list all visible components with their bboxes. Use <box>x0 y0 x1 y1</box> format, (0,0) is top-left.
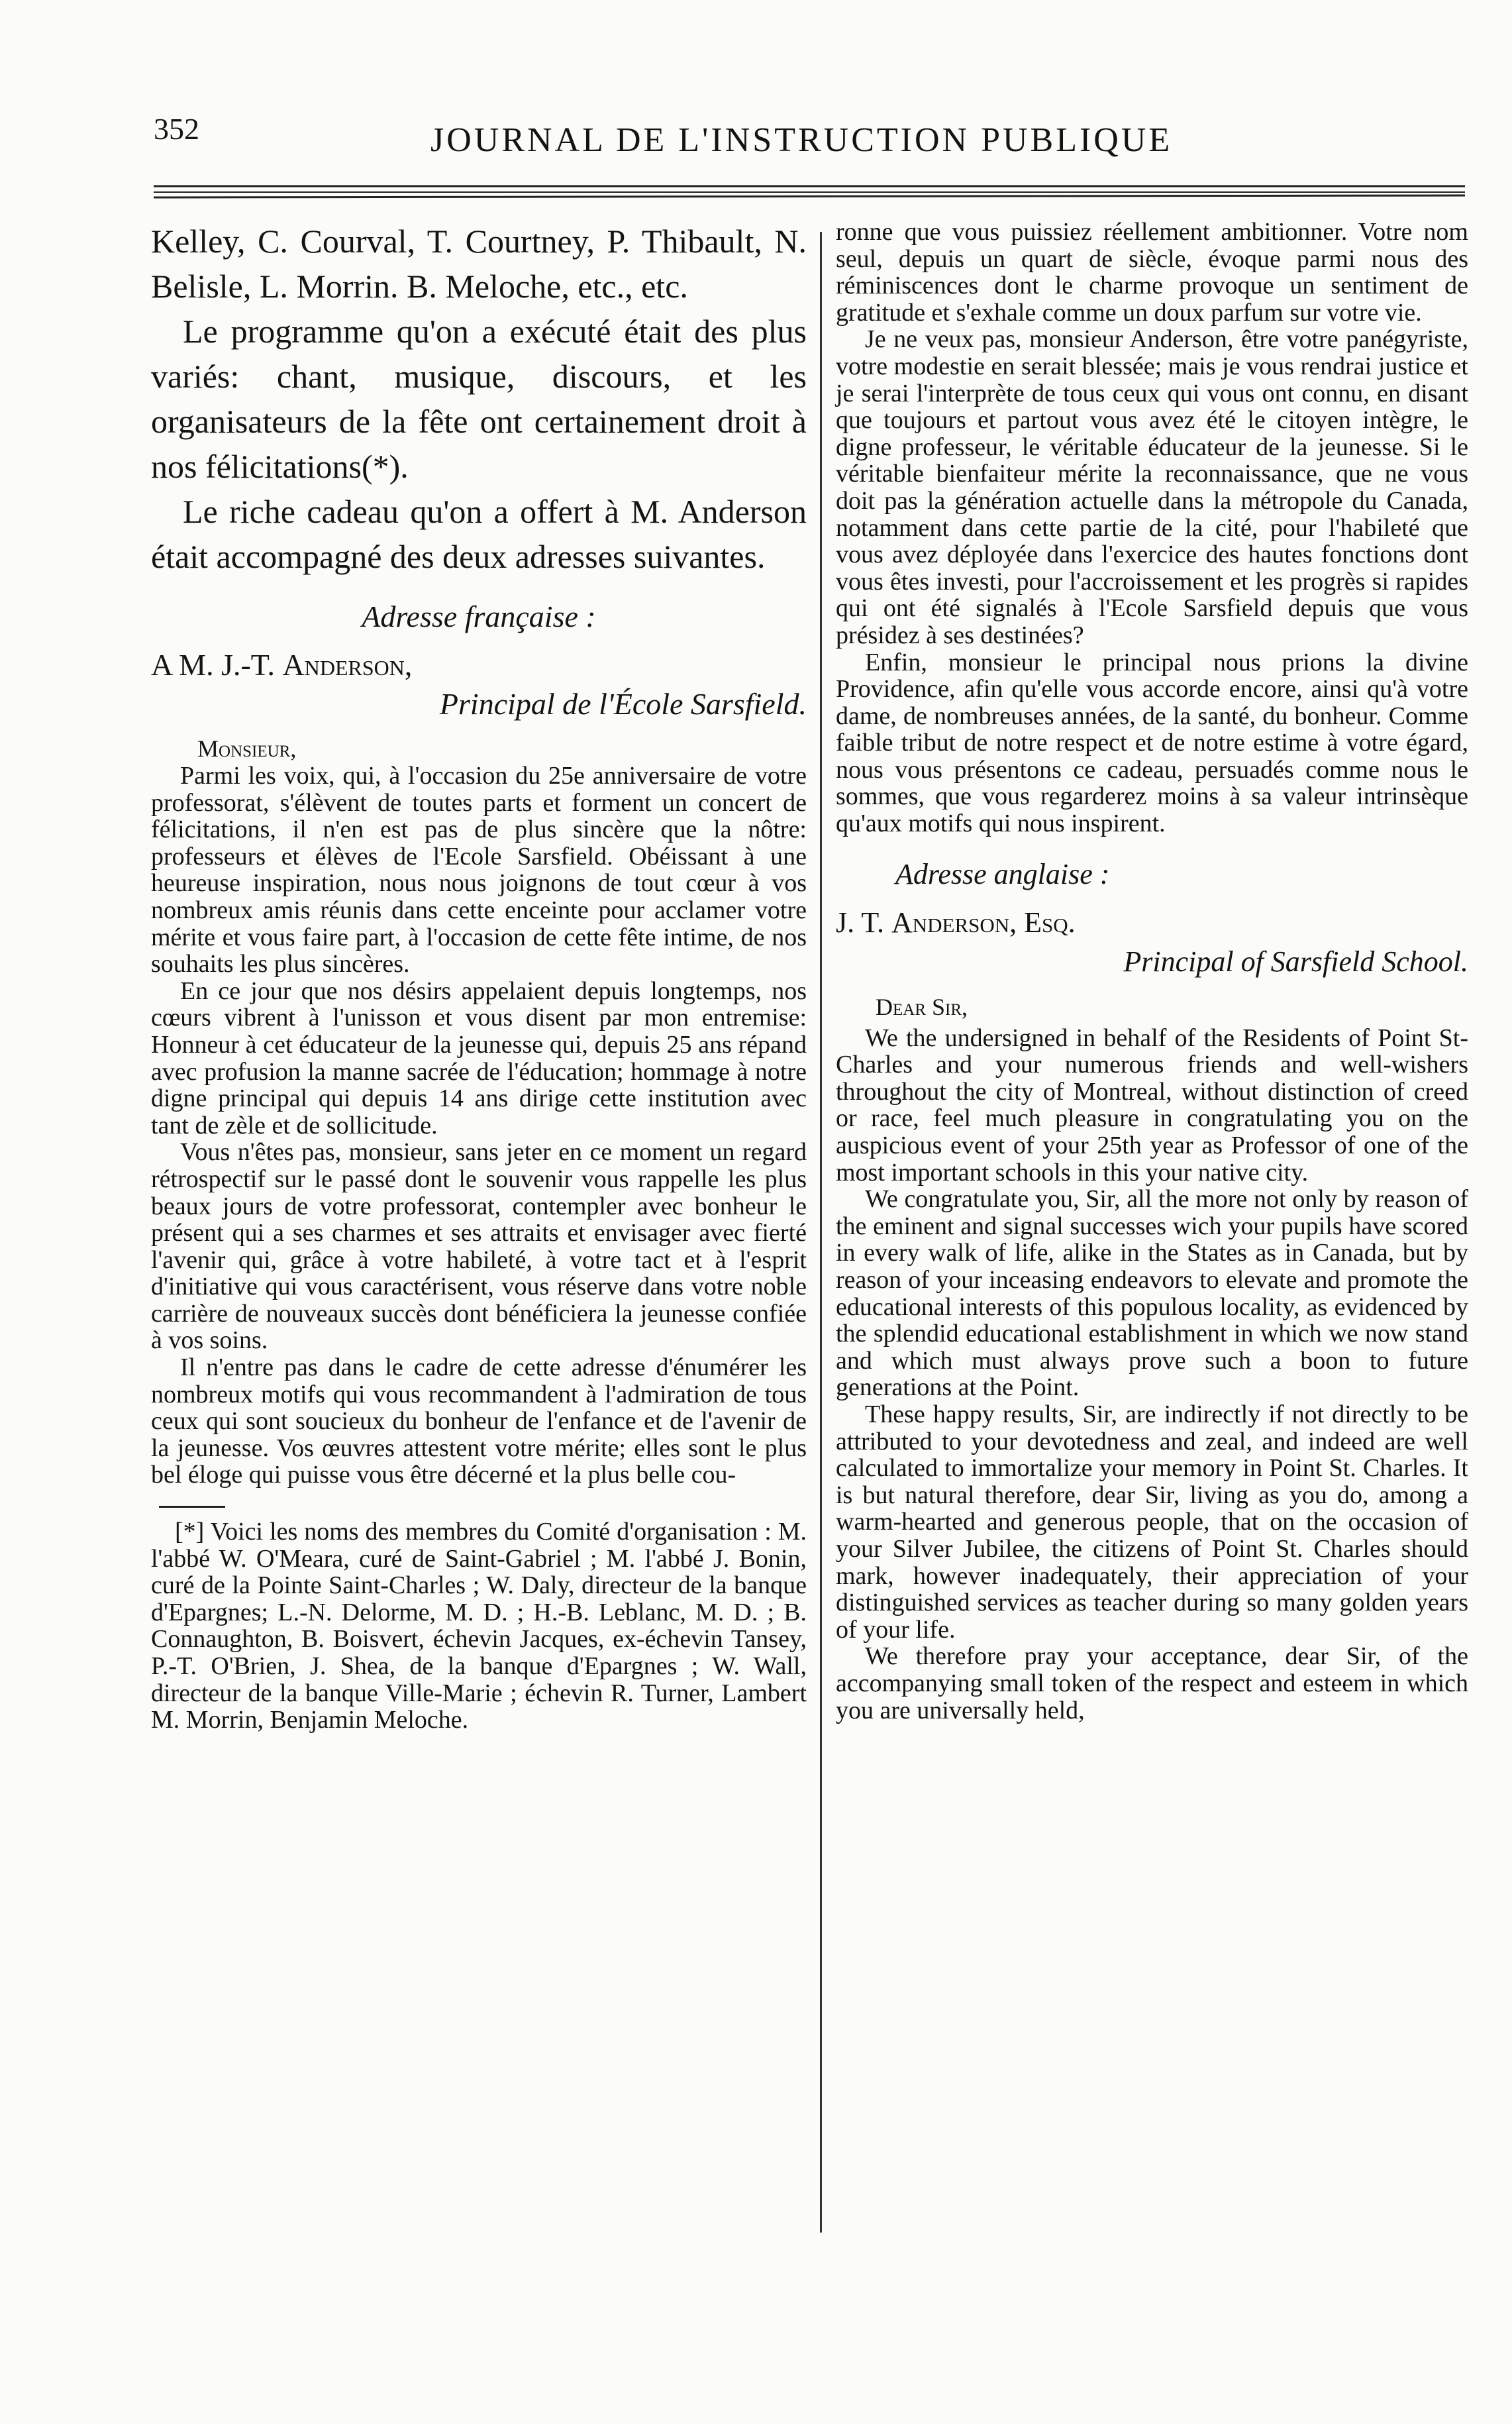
body-paragraph: En ce jour que nos désirs appelaient depuis longtemps, nos cœurs vibrent à l'unisson et vous disent par mon entremise: Honneur à cet éducateur de la jeunesse qui, depuis 25 ans répand avec profusion la manne sacrée de l'éducation; hommage à notre digne principal qui depuis 14 ans dirige cette institution avec tant de zèle et de sollicitude. <box>151 976 807 1139</box>
body-paragraph: We congratulate you, Sir, all the more not only by reason of the eminent and signal successes wich your pupils have scored in every walk of life, alike in the States as in Canada, but by reason of your inceasing endeavors to elevate and promote the educational interests of this populous locality, as evidenced by the splendid educational establishment in which we now stand and which must always prove such a boon to future generations at the Point. <box>836 1185 1468 1402</box>
french-addressee <box>151 647 807 682</box>
footnote-text: [*] Voici les noms des membres du Comité d'organisation : M. l'abbé W. O'Meara, curé de Saint-Gabriel ; M. l'abbé J. Bonin, curé de la Pointe Saint-Charles ; W. Daly, directeur de la banque d'Epargnes; L.-N. Delorme, M. D. ; H.-B. Leblanc, M. D. ; B. Connaughton, B. Boisvert, échevin Jacques, ex-échevin Tansey, P.-T. O'Brien, J. Shea, de la banque d'Epargnes ; W. Wall, directeur de la banque Ville-Marie ; échevin R. Turner, Lambert M. Morrin, Benjamin Meloche. <box>151 1518 807 1734</box>
body-paragraph: These happy results, Sir, are indirectly if not directly to be attributed to your devotedness and zeal, and indeed are well calculated to immortalize your memory in Point St. Charles. It is but natural therefore, dear Sir, living as you do, among a warm-hearted and generous people, that on the occasion of your Silver Jubilee, the citizens of Point St. Charles should mark, however inadequately, their appreciation of your distinguished services as teacher during so many golden years of your life. <box>836 1400 1468 1644</box>
english-address-heading: Adresse anglaise : <box>895 857 1110 890</box>
journal-title: JOURNAL DE L'INSTRUCTION PUBLIQUE <box>430 121 1173 159</box>
english-salutation: Dear Sir, <box>876 993 968 1020</box>
column-divider <box>820 232 822 2233</box>
french-address-heading: Adresse française : <box>362 600 596 633</box>
body-paragraph: Parmi les voix, qui, à l'occasion du 25e anniversaire de votre professorat, s'élèvent de toutes parts et forment un concert de félicitations, il n'en est pas de plus sincère que la nôtre: professeurs et élèves de l'Ecole Sarsfield. Obéissant à une heureuse inspiration, nous nous joignons de tout cœur à vos nombreux amis réunis dans cette enceinte pour acclamer votre mérite et vous faire part, à l'occasion de cette fête intime, de nos souhaits les plus sincères. <box>151 762 807 978</box>
body-paragraph: Vous n'êtes pas, monsieur, sans jeter en ce moment un regard rétrospectif sur le passé dont le souvenir vous rappelle les plus beaux jours de votre professorat, contempler avec bonheur le présent qui a ses charmes et ses attraits et envisager avec fierté l'avenir qui, grâce à votre habileté, à votre tact et à l'esprit d'initiative qui vous caractérisent, vous réserve dans votre noble carrière de nouveaux succès dont bénéficiera la jeunesse confiée à vos soins. <box>151 1138 807 1355</box>
french-address-continuation <box>836 219 1468 837</box>
body-paragraph: Enfin, monsieur le principal nous prions la divine Providence, afin qu'elle vous accorde encore, ainsi qu'à votre dame, de nombreuses années, de la santé, du bonheur. Comme faible tribut de notre respect et de notre estime à votre égard, nous vous présentons ce cadeau, persuadés comme nous le sommes, que vous regarderez moins à sa valeur intrinsèque qu'aux motifs qui nous inspirent. <box>836 648 1468 838</box>
french-salutation: Monsieur, <box>197 735 297 762</box>
body-paragraph: Je ne veux pas, monsieur Anderson, être votre panégyriste, votre modestie en serait blessée; mais je vous rendrai justice et je serai l'interprète de tous ceux qui vous ont connu, en disant que toujours et partout vous avez été le citoyen intègre, le digne professeur, le véritable éducateur de la jeunesse. Si le véritable bienfaiteur mérite la reconnaissance, que ne vous doit pas la génération actuelle dans la métropole du Canada, notamment dans cette partie de la cité, pour l'habileté que vous avez déployée dans l'exercice des hautes fonctions dont vous êtes investi, pour l'accroissement et les progrès si rapides qui ont été signalés à l'Ecole Sarsfield depuis que vous présidez à ses destinées? <box>836 325 1468 649</box>
page-number: 352 <box>154 112 199 146</box>
intro-paragraph: Le riche cadeau qu'on a offert à M. Anderson était accompagné des deux adresses suivantes. <box>151 493 807 575</box>
english-addressee <box>836 906 1468 939</box>
body-paragraph: Il n'entre pas dans le cadre de cette adresse d'énumérer les nombreux motifs qui vous recommandent à l'admiration de tous ceux qui sont soucieux du bonheur de l'enfance et de l'avenir de la jeunesse. Vos œuvres attestent votre mérite; elles sont le plus bel éloge qui puisse vous être décerné et la plus belle cou- <box>151 1353 807 1489</box>
french-addressee-name: Anderson, <box>282 648 413 682</box>
french-address-body <box>151 763 807 1489</box>
english-addressee-title: Principal of Sarsfield School. <box>1123 945 1468 978</box>
footnote <box>151 1518 807 1734</box>
footnote-rule <box>159 1506 225 1508</box>
body-paragraph: We the undersigned in behalf of the Residents of Point St- Charles and your numerous friends and well-wishers throughout the city of Montreal, without distinction of creed or race, feel much pleasure in congratulating you on the auspicious event of your 25th year as Professor of one of the most important schools in this your native city. <box>836 1024 1468 1186</box>
english-addressee-separator: , <box>1009 906 1025 939</box>
english-addressee-prefix: J. T. <box>836 906 891 939</box>
intro-paragraph: Le programme qu'on a exécuté était des plus variés: chant, musique, discours, et les organisateurs de la fête ont certainement droit à nos félicitations(*). <box>151 313 807 485</box>
body-paragraph: ronne que vous puissiez réellement ambitionner. Votre nom seul, depuis un quart de siècle, évoque parmi nous des réminiscences dont le charme provoque un sentiment de gratitude et s'exhale comme un doux parfum sur votre vie. <box>836 218 1468 327</box>
intro-text <box>151 219 807 579</box>
english-addressee-name: Anderson <box>891 906 1010 939</box>
left-column <box>151 219 807 1734</box>
french-addressee-title: Principal de l'École Sarsfield. <box>439 687 807 721</box>
english-addressee-esq: Esq. <box>1024 906 1076 939</box>
english-address-body <box>836 1025 1468 1724</box>
body-paragraph: We therefore pray your acceptance, dear Sir, of the accompanying small token of the respect and esteem in which you are universally held, <box>836 1642 1468 1724</box>
french-addressee-prefix: A M. J.-T. <box>151 648 283 682</box>
intro-paragraph: Kelley, C. Courval, T. Courtney, P. Thibault, N. Belisle, L. Morrin. B. Meloche, etc., etc. <box>151 223 807 305</box>
right-column <box>836 219 1468 1724</box>
header-rule <box>154 184 1465 199</box>
